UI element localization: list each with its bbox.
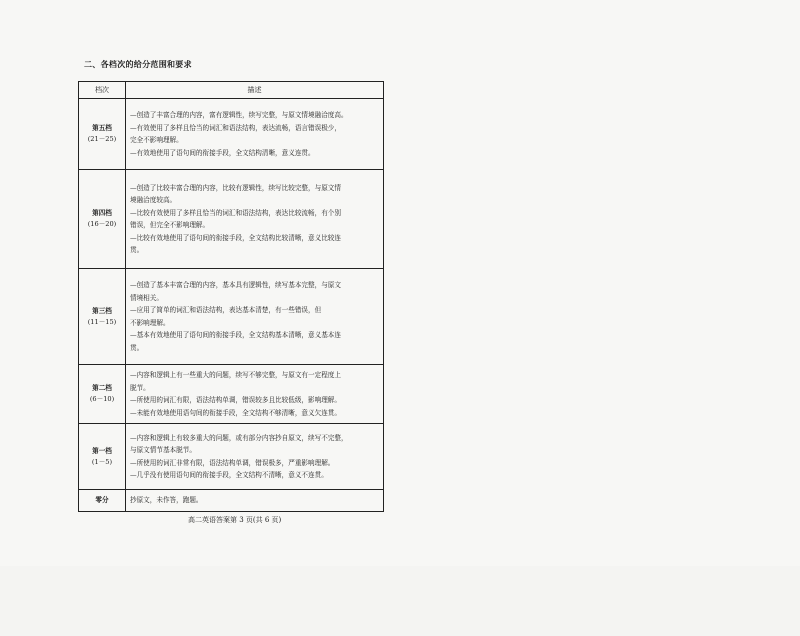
description-line: 抄原文，未作答，跑题。 — [130, 496, 203, 505]
description-cell — [126, 170, 384, 269]
table-row — [79, 490, 384, 512]
level-cell — [79, 490, 126, 512]
description-line: 与原文情节基本脱节。 — [130, 446, 196, 454]
description-line: —内容和逻辑上有一些重大的问题，续写不够完整，与原文有一定程度上 — [130, 371, 341, 379]
description-line: 错误，但完全不影响理解。 — [130, 221, 210, 229]
description-cell — [126, 365, 384, 424]
page-footer: 高二英语答案第 3 页(共 6 页) — [188, 516, 282, 524]
scoring-table — [78, 81, 384, 512]
right-page — [400, 0, 800, 566]
header-level: 档次 — [79, 82, 126, 99]
description-line: —所使用的词汇非常有限，语法结构单调，错误极多，严重影响理解。 — [130, 458, 335, 467]
description-cell — [126, 99, 384, 170]
level-range: (1－5) — [91, 457, 113, 466]
description-line: —所使用的词汇有限，语法结构单调，错误较多且比较低级，影响理解。 — [130, 396, 341, 404]
description-cell — [126, 269, 384, 365]
description-line: —应用了简单的词汇和语法结构，表达基本清楚，有一些错误，但 — [130, 306, 322, 314]
description-line: —比较有效地使用了语句间的衔接手段，全文结构比较清晰，意义比较连 — [130, 233, 341, 242]
description-cell — [126, 424, 384, 490]
table-row — [79, 170, 384, 269]
description-line: —内容和逻辑上有较多重大的问题，或有部分内容抄自原文，续写不完整， — [130, 433, 348, 442]
level-cell — [79, 424, 126, 490]
description-line: 贯。 — [130, 343, 144, 352]
level-range: (21－25) — [87, 135, 117, 143]
description-line: —创造了比较丰富合理的内容，比较有逻辑性，续写比较完整，与原文情 — [130, 183, 341, 192]
level-name: 零分 — [95, 496, 109, 504]
level-cell — [79, 269, 126, 365]
description-cell — [126, 490, 384, 512]
description-line: 贯。 — [130, 246, 144, 254]
section-title: 二、各档次的给分范围和要求 — [84, 59, 192, 69]
level-name: 第三档 — [92, 306, 112, 315]
table-row — [79, 269, 384, 365]
level-cell — [79, 99, 126, 170]
level-name: 第一档 — [92, 446, 112, 455]
description-line: —有效地使用了语句间的衔接手段，全文结构清晰，意义连贯。 — [130, 148, 315, 157]
level-name: 第二档 — [92, 384, 112, 392]
description-line: —创造了基本丰富合理的内容，基本具有逻辑性，续写基本完整，与原文 — [130, 281, 341, 289]
left-page — [0, 0, 400, 566]
header-description: 描述 — [126, 82, 384, 99]
table-header-row — [79, 82, 384, 99]
level-name: 第四档 — [92, 209, 112, 217]
level-cell — [79, 170, 126, 269]
level-cell — [79, 365, 126, 424]
description-line: 不影响理解。 — [130, 318, 170, 327]
level-name: 第五档 — [92, 124, 112, 132]
description-line: 完全不影响理解。 — [130, 136, 183, 144]
description-line: —比较有效使用了多样且恰当的词汇和语法结构，表达比较流畅，有个别 — [130, 208, 341, 217]
level-range: (6－10) — [89, 395, 115, 403]
description-line: —未能有效地使用语句间的衔接手段，全文结构不够清晰，意义欠连贯。 — [130, 408, 341, 417]
level-range: (16－20) — [87, 220, 117, 228]
description-line: —创造了丰富合理的内容，富有逻辑性，续写完整，与原文情境融洽度高。 — [130, 111, 348, 119]
table-row — [79, 365, 384, 424]
description-line: —有效使用了多样且恰当的词汇和语法结构，表达流畅，语言错误极少， — [130, 123, 341, 132]
description-line: 脱节。 — [130, 383, 150, 392]
description-line: 情境相关。 — [130, 293, 163, 302]
table-row — [79, 424, 384, 490]
description-line: —几乎没有使用语句间的衔接手段，全文结构不清晰，意义不连贯。 — [130, 471, 328, 479]
description-line: 境融洽度较高。 — [130, 196, 177, 204]
table-row — [79, 99, 384, 170]
level-range: (11－15) — [87, 317, 117, 326]
description-line: —基本有效地使用了语句间的衔接手段，全文结构基本清晰，意义基本连 — [130, 331, 341, 339]
